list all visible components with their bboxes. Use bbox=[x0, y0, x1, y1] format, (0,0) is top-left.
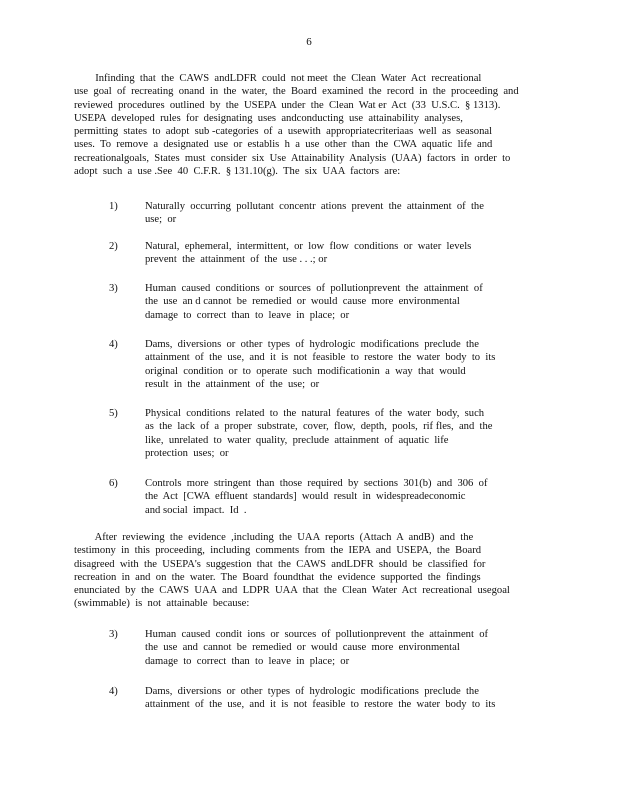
factor-line: Human caused conditions or sources of pollutionprevent the attainment of bbox=[145, 283, 483, 294]
paragraph-line: use goal of recreating onand in the water, the Board examined the record in the proceeding and bbox=[74, 86, 519, 98]
paragraph-line: adopt such a use .See 40 C.F.R. § 131.10(g). The six UAA factors are: bbox=[74, 166, 401, 178]
factor-line: use; or bbox=[145, 214, 177, 226]
factor-number: 5) bbox=[109, 408, 118, 419]
paragraph-line: uses. To remove a designated use or establis h a use other than the CWA aquatic life and bbox=[74, 139, 493, 151]
factor-number: 1) bbox=[109, 201, 118, 212]
factor-line: the use an d cannot be remedied or would cause more environmental bbox=[145, 296, 460, 308]
factor-text bbox=[145, 338, 535, 391]
paragraph-line: testimony in this proceeding, including comments from the IEPA and USEPA, the Board bbox=[74, 545, 482, 557]
factor-line: damage to correct than to leave in place; or bbox=[145, 309, 350, 321]
factor-number: 3) bbox=[109, 629, 118, 640]
factor-line: attainment of the use, and it is not feasible to restore the water body to its bbox=[145, 699, 496, 711]
factor-text bbox=[145, 477, 535, 517]
factor-line: the use and cannot be remedied or would cause more environmental bbox=[145, 642, 460, 654]
paragraph-line: recreationalgoals, States must consider six Use Attainability Analysis (UAA) factors in order to bbox=[74, 152, 511, 164]
paragraph-line: (swimmable) is not attainable because: bbox=[74, 598, 250, 610]
factor-number: 6) bbox=[109, 478, 118, 489]
paragraph-board-findings bbox=[74, 531, 536, 611]
factor-line: result in the attainment of the use; or bbox=[145, 378, 320, 390]
factor-number: 2) bbox=[109, 241, 118, 252]
paragraph-line: reviewed procedures outlined by the USEPA under the Clean Wat er Act (33 U.S.C. § 1313). bbox=[74, 99, 501, 111]
factor-line: damage to correct than to leave in place; or bbox=[145, 655, 350, 667]
factor-number: 3) bbox=[109, 283, 118, 294]
page-number: 6 bbox=[306, 36, 312, 48]
factor-line: Dams, diversions or other types of hydrologic modifications preclude the bbox=[145, 339, 479, 350]
paragraph-line: After reviewing the evidence ,including the UAA reports (Attach A andB) and the bbox=[74, 532, 474, 543]
paragraph-uaa-intro bbox=[74, 72, 536, 178]
factor-line: and social impact. Id . bbox=[145, 504, 247, 516]
paragraph-line: permitting states to adopt sub -categories of a usewith appropriatecriteriaas well as seasonal bbox=[74, 126, 493, 138]
factor-line: like, unrelated to water quality, preclude attainment of aquatic life bbox=[145, 434, 449, 446]
factor-line: protection uses; or bbox=[145, 447, 229, 459]
factor-text bbox=[145, 628, 535, 668]
factor-line: original condition or to operate such modificationin a way that would bbox=[145, 365, 466, 377]
factor-text bbox=[145, 240, 535, 267]
factor-line: Physical conditions related to the natural features of the water body, such bbox=[145, 408, 485, 419]
paragraph-line: Infinding that the CAWS andLDFR could not meet the Clean Water Act recreational bbox=[74, 73, 482, 84]
factor-number: 4) bbox=[109, 686, 118, 697]
factor-line: attainment of the use, and it is not feasible to restore the water body to its bbox=[145, 352, 496, 364]
factor-line: Human caused condit ions or sources of pollutionprevent the attainment of bbox=[145, 629, 489, 640]
paragraph-line: disagreed with the USEPA's suggestion that the CAWS andLDFR should be classified for bbox=[74, 558, 486, 570]
factor-number: 4) bbox=[109, 339, 118, 350]
factor-line: Dams, diversions or other types of hydrologic modifications preclude the bbox=[145, 686, 479, 697]
paragraph-line: recreation in and on the water. The Board foundthat the evidence supported the findings bbox=[74, 571, 481, 583]
factor-text bbox=[145, 282, 535, 322]
factor-line: Natural, ephemeral, intermittent, or low flow conditions or water levels bbox=[145, 241, 472, 252]
factor-text bbox=[145, 407, 535, 460]
factor-line: as the lack of a proper substrate, cover, flow, depth, pools, rif fles, and the bbox=[145, 421, 493, 433]
factor-text bbox=[145, 200, 535, 227]
factor-text bbox=[145, 685, 535, 712]
factor-line: Controls more stringent than those required by sections 301(b) and 306 of bbox=[145, 478, 488, 489]
paragraph-line: enunciated by the CAWS UAA and LDPR UAA that the Clean Water Act recreational usegoal bbox=[74, 585, 510, 597]
factor-line: prevent the attainment of the use . . .; or bbox=[145, 254, 328, 266]
factor-line: Naturally occurring pollutant concentr ations prevent the attainment of the bbox=[145, 201, 484, 212]
factor-line: the Act [CWA effluent standards] would result in widespreadeconomic bbox=[145, 491, 466, 503]
paragraph-line: USEPA developed rules for designating uses andconducting use attainability analyses, bbox=[74, 112, 463, 124]
